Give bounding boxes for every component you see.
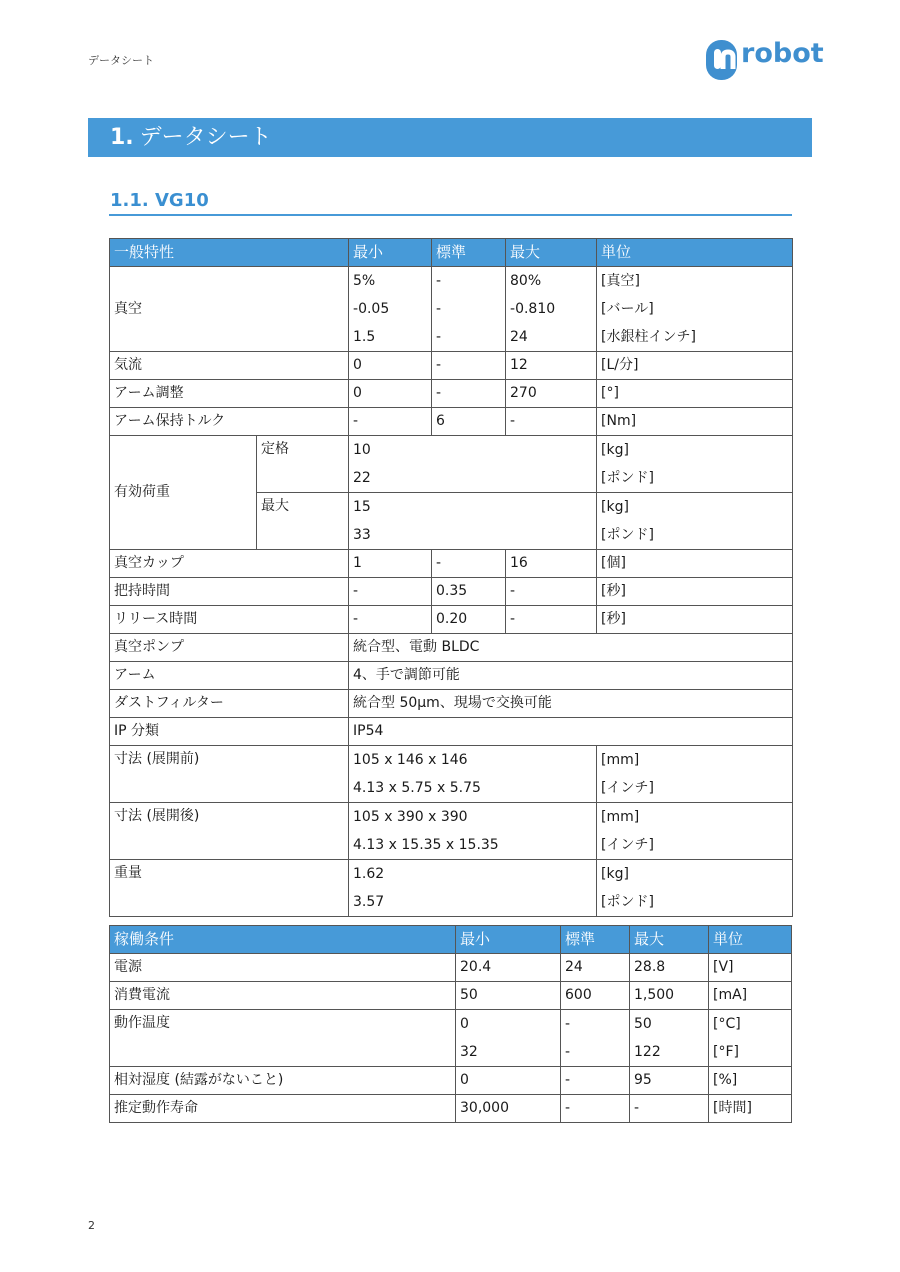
cell-unit [597,860,793,917]
cell-unit: [L/分] [597,352,793,380]
cell-min: - [349,408,432,436]
table-row [110,380,793,408]
cell-value: -0.05 [353,301,390,317]
logo-wordmark: robot [741,38,824,69]
cell-typ: - [432,380,506,408]
row-label: 真空カップ [110,550,349,578]
cell-min: - [349,606,432,634]
cell-unit: [秒] [597,606,793,634]
cell-value: [mm] [601,809,640,825]
cell-value: 1.62 [353,866,385,882]
cell-value: [°C] [713,1016,741,1032]
cell-max: 28.8 [630,954,709,982]
table-row [110,634,793,662]
header-cell: 最小 [456,926,561,954]
cell-value: [kg] [601,442,629,458]
cell-value: - [436,329,442,345]
row-label: IP 分類 [110,718,349,746]
row-label: 電源 [110,954,456,982]
cell-value: [水銀柱インチ] [601,329,696,345]
general-specs-table [109,238,793,917]
row-label: 把持時間 [110,578,349,606]
table-row [110,982,792,1010]
cell-value: - [436,301,442,317]
table-header-row [110,926,792,954]
row-label: アーム保持トルク [110,408,349,436]
header-cell: 一般特性 [110,239,349,267]
header-cell: 標準 [561,926,630,954]
row-label: リリース時間 [110,606,349,634]
cell-value: 105 x 146 x 146 [353,752,468,768]
cell-value: [インチ] [601,837,654,853]
row-label: 有効荷重 [110,436,257,550]
table-row [110,718,793,746]
cell-value-span: 統合型 50µm、現場で交換可能 [349,690,793,718]
cell-unit [597,803,793,860]
cell-value: 15 [353,499,371,515]
table-row [110,436,793,493]
cell-value: 22 [353,470,371,486]
cell-value: - [565,1044,571,1060]
cell-unit [597,493,793,550]
cell-typ [432,267,506,352]
cell-unit: [Nm] [597,408,793,436]
table-row [110,408,793,436]
table-row [110,954,792,982]
cell-value-span [349,860,597,917]
cell-max: - [506,408,597,436]
cell-min: 20.4 [456,954,561,982]
cell-unit [597,746,793,803]
table-row [110,1095,792,1123]
cell-value: 50 [634,1016,652,1032]
table-row [110,550,793,578]
cell-value-span [349,746,597,803]
cell-value: [mm] [601,752,640,768]
cell-min: 50 [456,982,561,1010]
cell-value-span [349,436,597,493]
section-heading [88,118,812,157]
cell-min: 1 [349,550,432,578]
cell-value: 80% [510,273,542,289]
row-label: 動作温度 [110,1010,456,1067]
cell-value-span: 4、手で調節可能 [349,662,793,690]
cell-min [456,1010,561,1067]
table-row [110,1010,792,1067]
table-row [110,578,793,606]
row-label: 重量 [110,860,349,917]
cell-value: [kg] [601,866,629,882]
cell-typ: - [561,1067,630,1095]
cell-typ: 600 [561,982,630,1010]
header-cell: 最小 [349,239,432,267]
row-label: 寸法 (展開後) [110,803,349,860]
section-title: データシート [139,125,272,150]
cell-typ: 0.35 [432,578,506,606]
onrobot-logo-icon [705,38,741,82]
cell-typ [561,1010,630,1067]
cell-value: 32 [460,1044,478,1060]
cell-value-span: IP54 [349,718,793,746]
row-label: アーム [110,662,349,690]
cell-max: - [506,606,597,634]
cell-value: [ポンド] [601,527,654,543]
cell-value: 5% [353,273,376,289]
header-cell: 単位 [597,239,793,267]
cell-value: [kg] [601,499,629,515]
cell-value: - [565,1016,571,1032]
cell-value: [ポンド] [601,894,654,910]
cell-value-span [349,493,597,550]
cell-value: -0.810 [510,301,556,317]
cell-typ: - [561,1095,630,1123]
table-row [110,803,793,860]
header-cell: 最大 [630,926,709,954]
cell-max: 12 [506,352,597,380]
cell-min: 30,000 [456,1095,561,1123]
operating-conditions-table [109,925,792,1123]
cell-value: 4.13 x 15.35 x 15.35 [353,837,499,853]
table-row [110,860,793,917]
cell-unit [709,1010,792,1067]
table-row [110,352,793,380]
row-label: 消費電流 [110,982,456,1010]
row-label: 真空ポンプ [110,634,349,662]
cell-typ: 6 [432,408,506,436]
row-label: 真空 [110,267,349,352]
cell-value: 24 [510,329,528,345]
sub-label: 定格 [257,436,349,493]
cell-typ: 24 [561,954,630,982]
cell-unit: [mA] [709,982,792,1010]
header-cell: 単位 [709,926,792,954]
cell-value: [°F] [713,1044,739,1060]
cell-value: [バール] [601,301,654,317]
table-row [110,662,793,690]
row-label: ダストフィルター [110,690,349,718]
section-number: 1. [110,125,134,150]
cell-typ: - [432,550,506,578]
row-label: 推定動作寿命 [110,1095,456,1123]
cell-value: [ポンド] [601,470,654,486]
cell-value: 122 [634,1044,661,1060]
cell-max: 95 [630,1067,709,1095]
table-row [110,267,793,352]
table-row [110,606,793,634]
cell-max: - [630,1095,709,1123]
cell-typ: - [432,352,506,380]
cell-typ: 0.20 [432,606,506,634]
cell-unit: [°] [597,380,793,408]
table-row [110,690,793,718]
cell-unit: [V] [709,954,792,982]
cell-value: [インチ] [601,780,654,796]
cell-unit: [%] [709,1067,792,1095]
cell-value: 105 x 390 x 390 [353,809,468,825]
cell-max [630,1010,709,1067]
cell-value-span: 統合型、電動 BLDC [349,634,793,662]
onrobot-logo [705,38,824,82]
cell-unit: [秒] [597,578,793,606]
cell-max: - [506,578,597,606]
cell-value: 4.13 x 5.75 x 5.75 [353,780,481,796]
cell-max: 270 [506,380,597,408]
table-row [110,746,793,803]
cell-value: 33 [353,527,371,543]
cell-max: 1,500 [630,982,709,1010]
row-label: 寸法 (展開前) [110,746,349,803]
cell-min: 0 [349,352,432,380]
table-header-row [110,239,793,267]
cell-value-span [349,803,597,860]
cell-value: [真空] [601,273,640,289]
cell-value: 0 [460,1016,469,1032]
cell-max: 16 [506,550,597,578]
table-row [110,1067,792,1095]
cell-value: 10 [353,442,371,458]
cell-value: 1.5 [353,329,376,345]
cell-unit [597,267,793,352]
header-cell: 最大 [506,239,597,267]
cell-min: - [349,578,432,606]
cell-unit: [時間] [709,1095,792,1123]
page-number: 2 [88,1219,95,1232]
subsection-heading: 1.1. VG10 [110,190,209,211]
row-label: 相対湿度 (結露がないこと) [110,1067,456,1095]
cell-value: 3.57 [353,894,385,910]
cell-min: 0 [349,380,432,408]
cell-min [349,267,432,352]
row-label: アーム調整 [110,380,349,408]
cell-value: - [436,273,442,289]
cell-max [506,267,597,352]
row-label: 気流 [110,352,349,380]
subsection-rule [109,214,792,216]
cell-min: 0 [456,1067,561,1095]
header-cell: 標準 [432,239,506,267]
cell-unit: [個] [597,550,793,578]
cell-unit [597,436,793,493]
sub-label: 最大 [257,493,349,550]
running-header: データシート [88,54,154,67]
header-cell: 稼働条件 [110,926,456,954]
